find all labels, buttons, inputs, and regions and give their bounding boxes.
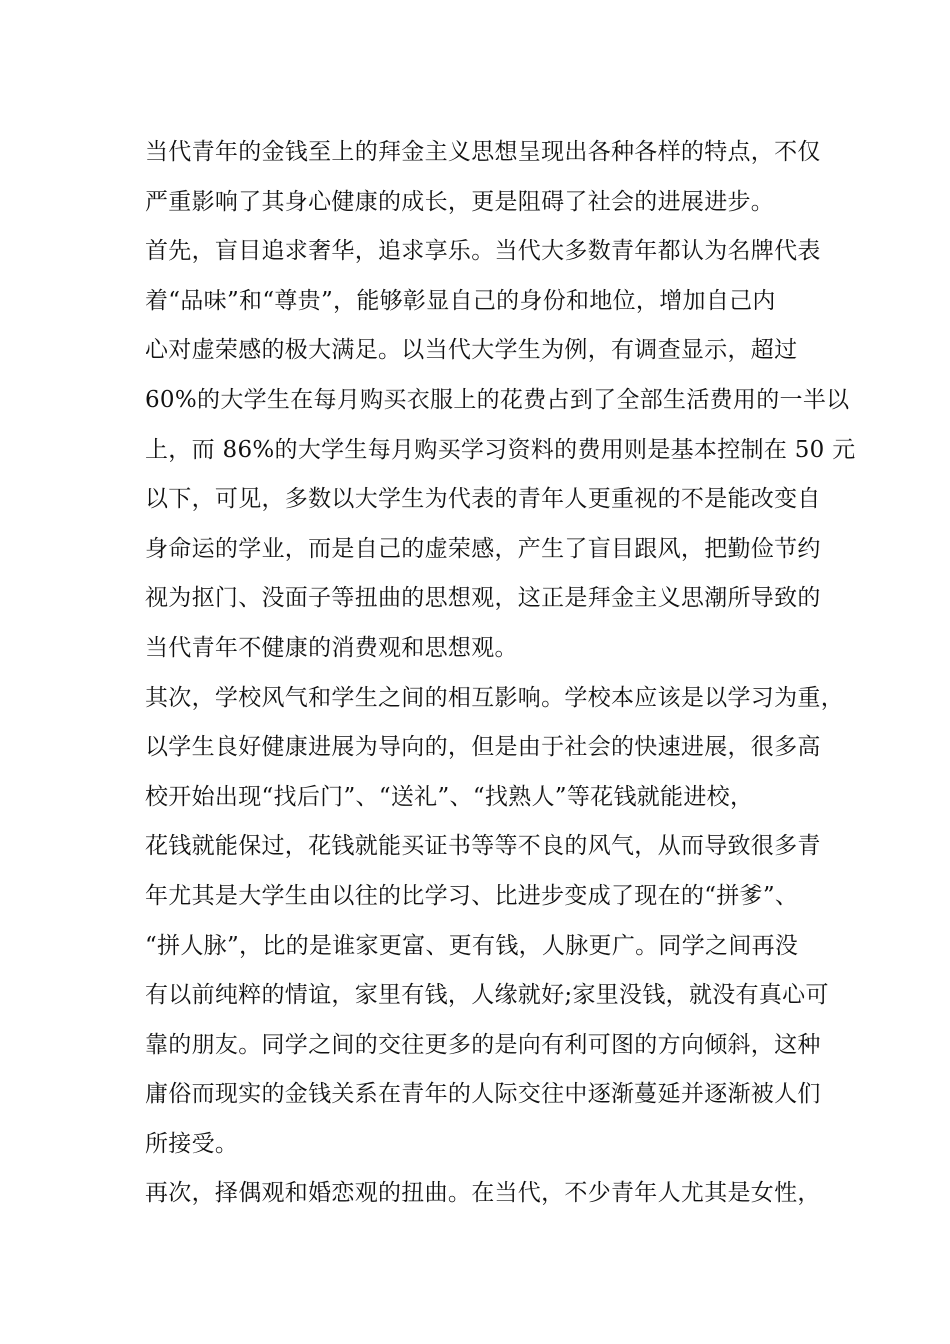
text-line: 严重影响了其身心健康的成长，更是阻碍了社会的进展进步。 [145, 188, 775, 215]
text-line: 所接受。 [145, 1130, 239, 1157]
text-line: 以下，可见，多数以大学生为代表的青年人更重视的不是能改变自 [145, 486, 821, 513]
text-line: 庸俗而现实的金钱关系在青年的人际交往中逐渐蔓延并逐渐被人们 [145, 1081, 821, 1108]
text-line: 以学生良好健康进展为导向的，但是由于社会的快速进展，很多高 [145, 734, 821, 761]
text-line: 校开始出现“找后门”、“送礼”、“找熟人”等花钱就能进校， [145, 783, 754, 810]
text-line: 视为抠门、没面子等扭曲的思想观，这正是拜金主义思潮所导致的 [145, 585, 821, 612]
text-line: 当代青年的金钱至上的拜金主义思想呈现出各种各样的特点，不仅 [145, 139, 821, 165]
text-line: 首先，盲目追求奢华，追求享乐。当代大多数青年都认为名牌代表 [145, 238, 821, 265]
text-line: 60%的大学生在每月购买衣服上的花费占到了全部生活费用的一半以 [145, 386, 850, 413]
text-line: 身命运的学业，而是自己的虚荣感，产生了盲目跟风，把勤俭节约 [145, 535, 821, 562]
text-line: 有以前纯粹的情谊，家里有钱，人缘就好;家里没钱，就没有真心可 [145, 982, 829, 1009]
document-body [145, 128, 856, 1219]
text-line: 靠的朋友。同学之间的交往更多的是向有利可图的方向倾斜，这种 [145, 1031, 821, 1058]
text-line: 再次，择偶观和婚恋观的扭曲。在当代，不少青年人尤其是女性， [145, 1180, 821, 1207]
text-line: 其次，学校风气和学生之间的相互影响。学校本应该是以学习为重， [145, 684, 844, 711]
text-line: 心对虚荣感的极大满足。以当代大学生为例，有调查显示，超过 [145, 337, 798, 364]
text-line: 着“品味”和“尊贵”，能够彰显自己的身份和地位，增加自己内 [145, 287, 776, 314]
paragraph-4 [145, 1169, 825, 1219]
text-line: 年尤其是大学生由以往的比学习、比进步变成了现在的“拼爹”、 [145, 882, 799, 909]
paragraph-2 [145, 227, 856, 673]
text-line: 花钱就能保过，花钱就能买证书等等不良的风气，从而导致很多青 [145, 833, 821, 860]
paragraph-3 [145, 674, 844, 1170]
text-line: 当代青年不健康的消费观和思想观。 [145, 634, 518, 661]
paragraph-1 [145, 128, 825, 227]
text-line: 上，而 86%的大学生每月购买学习资料的费用则是基本控制在 50 元 [145, 436, 856, 463]
text-line: “拼人脉”，比的是谁家更富、更有钱，人脉更广。同学之间再没 [145, 932, 799, 959]
